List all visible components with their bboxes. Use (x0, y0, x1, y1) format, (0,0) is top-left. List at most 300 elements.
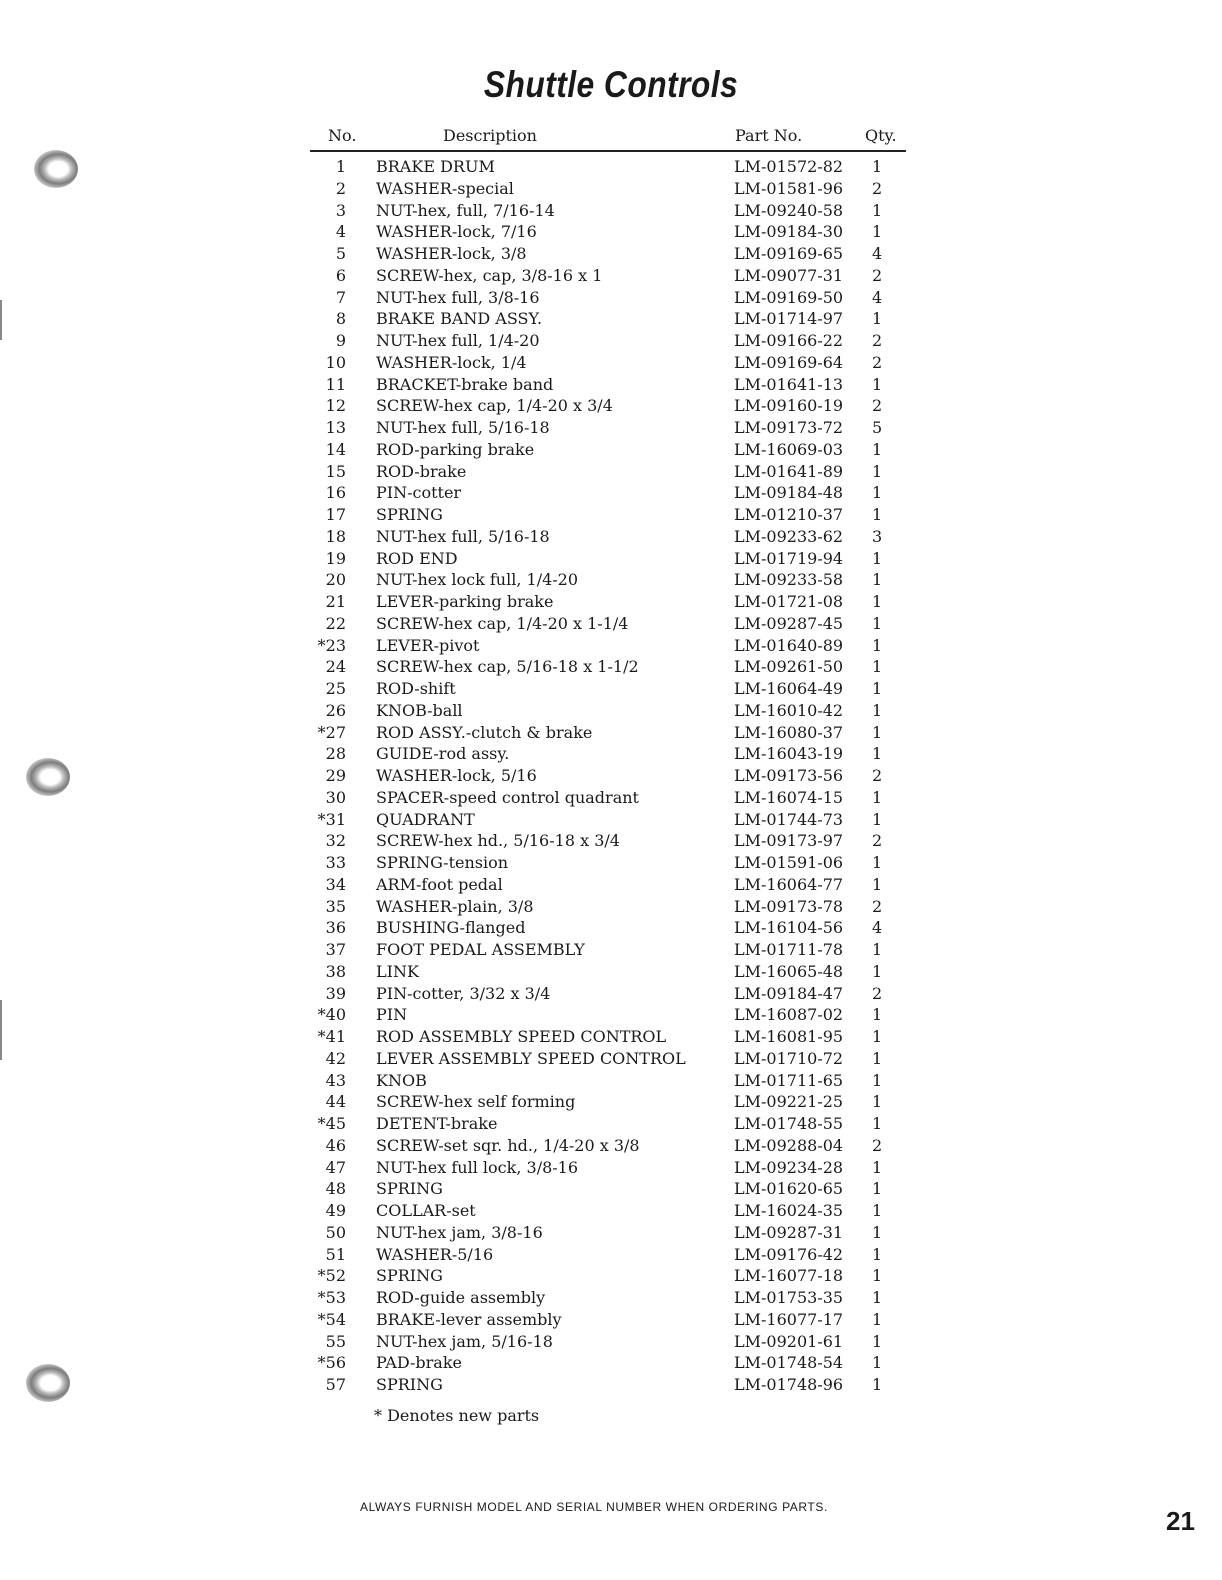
table-row (310, 1135, 906, 1157)
part-number: LM-09287-45 (734, 613, 844, 633)
table-row (310, 526, 906, 548)
part-quantity: 1 (872, 853, 883, 872)
part-number: LM-09176-42 (734, 1244, 844, 1264)
table-row (310, 591, 906, 613)
part-number-index: *40 (317, 1005, 346, 1025)
part-number: LM-01591-06 (734, 853, 844, 872)
part-number-index: 6 (335, 265, 346, 285)
part-description: BUSHING-flanged (376, 918, 526, 938)
part-number: LM-16077-17 (734, 1309, 844, 1329)
part-number-index: 29 (325, 766, 346, 785)
part-quantity: 2 (872, 396, 883, 416)
part-number: LM-01210-37 (734, 505, 844, 524)
part-number-index: 38 (325, 961, 346, 981)
part-number: LM-09233-58 (734, 570, 844, 590)
part-number: LM-09173-78 (734, 896, 844, 916)
part-description: SPRING (376, 505, 443, 524)
part-number: LM-09288-04 (734, 1135, 844, 1155)
part-description: SPRING-tension (376, 853, 509, 872)
page-title: Shuttle Controls (483, 64, 739, 105)
part-number-index: 48 (325, 1179, 346, 1199)
binder-hole-top (34, 150, 78, 188)
part-number: LM-09169-64 (734, 352, 844, 372)
table-row (310, 1309, 906, 1331)
part-number: LM-01581-96 (734, 178, 844, 198)
part-number: LM-16043-19 (734, 744, 844, 764)
part-number: LM-09184-47 (734, 983, 844, 1003)
part-description: ROD-parking brake (376, 439, 535, 459)
part-number-index: *27 (317, 722, 346, 742)
part-description: SCREW-hex cap, 5/16-18 x 1-1/2 (376, 657, 639, 677)
part-quantity: 1 (872, 613, 883, 633)
part-number: LM-09169-50 (734, 287, 844, 307)
part-quantity: 1 (872, 1375, 883, 1394)
part-number: LM-01744-73 (734, 809, 844, 829)
table-row (310, 1178, 906, 1200)
part-number-index: 43 (325, 1070, 346, 1090)
table-row (310, 983, 906, 1005)
part-number: LM-01719-94 (734, 548, 844, 568)
part-quantity: 1 (872, 592, 883, 611)
part-quantity: 1 (872, 1222, 883, 1242)
part-quantity: 1 (872, 548, 883, 568)
table-row (310, 613, 906, 635)
part-description: SCREW-hex cap, 1/4-20 x 3/4 (376, 396, 613, 416)
table-row (310, 417, 906, 439)
part-number-index: *53 (317, 1288, 346, 1307)
table-row (310, 1374, 906, 1396)
part-description: NUT-hex lock full, 1/4-20 (376, 570, 579, 590)
table-row (310, 221, 906, 243)
binder-hole-bottom (26, 1364, 70, 1402)
part-description: PIN (376, 1005, 408, 1025)
part-number-index: *45 (317, 1114, 346, 1133)
part-number-index: 17 (325, 505, 346, 524)
table-row (310, 1070, 906, 1092)
part-quantity: 1 (872, 940, 883, 959)
part-quantity: 2 (872, 178, 883, 198)
page-number: 21 (1166, 1506, 1195, 1536)
part-number-index: 51 (325, 1244, 346, 1264)
part-description: NUT-hex full, 1/4-20 (376, 331, 540, 350)
part-number: LM-09173-97 (734, 831, 844, 851)
part-number: LM-09169-65 (734, 244, 844, 263)
part-description: SCREW-hex hd., 5/16-18 x 3/4 (376, 831, 620, 851)
table-row (310, 504, 906, 526)
part-quantity: 1 (872, 1070, 883, 1090)
part-quantity: 2 (872, 265, 883, 285)
table-row (310, 156, 906, 178)
part-number: LM-01748-54 (734, 1353, 844, 1373)
part-number-index: 30 (325, 787, 346, 807)
part-number: LM-16064-77 (734, 874, 844, 894)
part-quantity: 1 (872, 744, 883, 764)
table-row (310, 787, 906, 809)
part-number-index: 8 (335, 309, 346, 329)
col-header-description: Description (443, 126, 537, 145)
part-number-index: 20 (325, 570, 346, 590)
part-number: LM-09221-25 (734, 1092, 844, 1112)
table-row (310, 243, 906, 265)
part-quantity: 1 (872, 1244, 883, 1264)
table-row (310, 1200, 906, 1222)
part-number: LM-09173-72 (734, 418, 844, 437)
table-row (310, 939, 906, 961)
part-quantity: 1 (872, 679, 883, 698)
part-description: COLLAR-set (376, 1201, 476, 1220)
part-number-index: 9 (335, 331, 346, 350)
table-row (310, 1004, 906, 1026)
table-row (310, 961, 906, 983)
part-number: LM-16074-15 (734, 787, 844, 807)
part-number: LM-09233-62 (734, 526, 844, 546)
part-description: NUT-hex full, 5/16-18 (376, 418, 550, 437)
part-description: SPACER-speed control quadrant (376, 787, 639, 807)
part-number: LM-09287-31 (734, 1222, 844, 1242)
part-description: LEVER ASSEMBLY SPEED CONTROL (376, 1048, 686, 1068)
part-quantity: 4 (872, 918, 883, 938)
part-description: ROD-shift (376, 679, 456, 698)
part-number: LM-01721-08 (734, 592, 844, 611)
part-description: SCREW-set sqr. hd., 1/4-20 x 3/8 (376, 1135, 640, 1155)
part-number: LM-16087-02 (734, 1005, 844, 1025)
part-description: LINK (376, 961, 419, 981)
part-quantity: 1 (872, 439, 883, 459)
part-description: DETENT-brake (376, 1114, 498, 1133)
part-number-index: 46 (325, 1135, 346, 1155)
part-number: LM-01753-35 (734, 1288, 844, 1307)
part-quantity: 5 (872, 418, 883, 437)
part-number-index: 11 (325, 374, 346, 394)
part-quantity: 1 (872, 1005, 883, 1025)
part-number-index: 25 (325, 679, 346, 698)
part-quantity: 1 (872, 874, 883, 894)
part-number-index: 22 (325, 613, 346, 633)
table-row (310, 265, 906, 287)
scan-edge-mark (0, 300, 2, 340)
part-quantity: 1 (872, 1353, 883, 1373)
col-header-part-no: Part No. (735, 126, 803, 145)
table-row (310, 917, 906, 939)
col-header-qty: Qty. (865, 126, 897, 145)
part-number-index: 14 (325, 439, 346, 459)
part-number: LM-01711-65 (734, 1070, 844, 1090)
part-number-index: 34 (325, 874, 346, 894)
part-number: LM-09184-48 (734, 483, 844, 503)
part-number: LM-01748-55 (734, 1114, 844, 1133)
part-quantity: 1 (872, 200, 883, 220)
part-quantity: 1 (872, 570, 883, 590)
table-row (310, 352, 906, 374)
table-row (310, 700, 906, 722)
table-row (310, 374, 906, 396)
part-number-index: 47 (325, 1157, 346, 1177)
part-number-index: 12 (325, 396, 346, 416)
part-description: NUT-hex jam, 3/8-16 (376, 1222, 543, 1242)
part-description: SPRING (376, 1375, 443, 1394)
part-description: PAD-brake (376, 1353, 462, 1373)
part-number: LM-01641-89 (734, 461, 844, 481)
part-number: LM-01710-72 (734, 1048, 844, 1068)
part-quantity: 1 (872, 1157, 883, 1177)
part-number: LM-16064-49 (734, 679, 844, 698)
part-number-index: *41 (317, 1027, 346, 1046)
part-number-index: 35 (325, 896, 346, 916)
part-number: LM-16081-95 (734, 1027, 844, 1046)
part-number: LM-09184-30 (734, 222, 844, 242)
part-number-index: 37 (325, 940, 346, 959)
table-row (310, 461, 906, 483)
part-quantity: 1 (872, 1288, 883, 1307)
part-description: KNOB (376, 1070, 427, 1090)
table-row (310, 743, 906, 765)
part-number-index: 18 (325, 526, 346, 546)
part-number-index: 39 (325, 983, 346, 1003)
part-description: NUT-hex full, 5/16-18 (376, 526, 550, 546)
scan-edge-mark (0, 1000, 2, 1060)
parts-table (310, 156, 906, 1396)
part-number: LM-01641-13 (734, 374, 844, 394)
part-number-index: 7 (335, 287, 346, 307)
table-row (310, 656, 906, 678)
part-number-index: 24 (325, 657, 346, 677)
table-row (310, 1157, 906, 1179)
part-quantity: 1 (872, 1048, 883, 1068)
part-description: ROD ASSEMBLY SPEED CONTROL (376, 1027, 667, 1046)
part-number: LM-16080-37 (734, 722, 844, 742)
part-description: NUT-hex, full, 7/16-14 (376, 200, 555, 220)
part-description: SPRING (376, 1179, 443, 1199)
table-row (310, 1222, 906, 1244)
part-quantity: 1 (872, 722, 883, 742)
part-number-index: 1 (335, 157, 346, 176)
part-quantity: 2 (872, 983, 883, 1003)
part-quantity: 4 (872, 287, 883, 307)
table-row (310, 678, 906, 700)
part-number: LM-09160-19 (734, 396, 844, 416)
table-row (310, 178, 906, 200)
table-row (310, 852, 906, 874)
part-number-index: 16 (325, 483, 346, 503)
table-row (310, 1265, 906, 1287)
table-row (310, 548, 906, 570)
part-number-index: 44 (325, 1092, 346, 1112)
part-number-index: *52 (317, 1266, 346, 1286)
part-quantity: 2 (872, 831, 883, 851)
part-description: KNOB-ball (376, 700, 463, 720)
table-row (310, 308, 906, 330)
part-quantity: 1 (872, 961, 883, 981)
part-quantity: 1 (872, 1027, 883, 1046)
table-row (310, 1352, 906, 1374)
part-quantity: 1 (872, 1201, 883, 1220)
part-number: LM-16069-03 (734, 439, 844, 459)
part-description: LEVER-pivot (376, 635, 480, 655)
part-number-index: 2 (335, 178, 346, 198)
part-quantity: 1 (872, 505, 883, 524)
col-header-no: No. (328, 126, 357, 145)
part-quantity: 1 (872, 1331, 883, 1351)
part-description: PIN-cotter (376, 483, 462, 503)
part-quantity: 1 (872, 309, 883, 329)
part-number: LM-01711-78 (734, 940, 844, 959)
part-number: LM-01620-65 (734, 1179, 844, 1199)
part-description: WASHER-lock, 5/16 (376, 766, 537, 785)
part-quantity: 2 (872, 1135, 883, 1155)
table-row (310, 1287, 906, 1309)
part-description: BRAKE-lever assembly (376, 1309, 562, 1329)
ordering-notice: ALWAYS FURNISH MODEL AND SERIAL NUMBER WHEN ORDERING PARTS. (360, 1500, 828, 1514)
part-number-index: 4 (335, 222, 346, 242)
part-description: WASHER-lock, 1/4 (376, 352, 527, 372)
part-quantity: 1 (872, 657, 883, 677)
table-row (310, 569, 906, 591)
table-row (310, 896, 906, 918)
part-description: SPRING (376, 1266, 443, 1286)
part-number-index: *56 (317, 1353, 346, 1373)
part-quantity: 1 (872, 1092, 883, 1112)
part-description: ROD ASSY.-clutch & brake (376, 722, 593, 742)
part-number-index: 15 (325, 461, 346, 481)
part-number-index: 36 (325, 918, 346, 938)
part-description: SCREW-hex self forming (376, 1092, 576, 1112)
part-number: LM-09173-56 (734, 766, 844, 785)
part-description: PIN-cotter, 3/32 x 3/4 (376, 983, 551, 1003)
part-quantity: 2 (872, 896, 883, 916)
table-row (310, 200, 906, 222)
footnote: * Denotes new parts (374, 1406, 540, 1425)
part-description: SCREW-hex cap, 1/4-20 x 1-1/4 (376, 613, 629, 633)
binder-hole-middle (26, 758, 70, 796)
part-quantity: 1 (872, 1266, 883, 1286)
part-number-index: 5 (335, 244, 346, 263)
part-number-index: 3 (335, 200, 346, 220)
part-number: LM-16104-56 (734, 918, 844, 938)
part-number-index: *54 (317, 1309, 346, 1329)
part-quantity: 1 (872, 787, 883, 807)
part-number-index: 21 (325, 592, 346, 611)
part-number: LM-09077-31 (734, 265, 844, 285)
table-row (310, 1244, 906, 1266)
part-quantity: 1 (872, 157, 883, 176)
part-number: LM-01572-82 (734, 157, 844, 176)
part-description: ARM-foot pedal (376, 874, 503, 894)
table-header (310, 124, 906, 152)
table-row (310, 287, 906, 309)
part-description: SCREW-hex, cap, 3/8-16 x 1 (376, 265, 603, 285)
table-row (310, 395, 906, 417)
part-quantity: 1 (872, 635, 883, 655)
table-row (310, 1048, 906, 1070)
part-description: WASHER-special (376, 178, 514, 198)
part-description: GUIDE-rod assy. (376, 744, 510, 764)
part-number: LM-01748-96 (734, 1375, 844, 1394)
part-description: ROD END (376, 548, 458, 568)
part-quantity: 1 (872, 222, 883, 242)
table-row (310, 809, 906, 831)
part-quantity: 1 (872, 809, 883, 829)
part-number-index: 19 (325, 548, 346, 568)
part-number-index: 50 (325, 1222, 346, 1242)
part-quantity: 2 (872, 352, 883, 372)
table-row (310, 1113, 906, 1135)
part-quantity: 1 (872, 483, 883, 503)
table-row (310, 765, 906, 787)
part-number: LM-16024-35 (734, 1201, 844, 1220)
part-number: LM-16010-42 (734, 700, 844, 720)
part-number-index: 10 (325, 352, 346, 372)
table-row (310, 330, 906, 352)
part-number: LM-09234-28 (734, 1157, 844, 1177)
part-number: LM-01714-97 (734, 309, 844, 329)
part-description: NUT-hex jam, 5/16-18 (376, 1331, 553, 1351)
table-row (310, 1091, 906, 1113)
part-description: BRAKE BAND ASSY. (376, 309, 543, 329)
part-description: ROD-brake (376, 461, 467, 481)
part-number-index: *31 (317, 809, 346, 829)
part-quantity: 4 (872, 244, 883, 263)
part-number: LM-01640-89 (734, 635, 844, 655)
part-number-index: 13 (325, 418, 346, 437)
part-number: LM-09261-50 (734, 657, 844, 677)
table-row (310, 830, 906, 852)
part-quantity: 1 (872, 1114, 883, 1133)
part-number-index: *23 (317, 635, 346, 655)
table-row (310, 482, 906, 504)
part-quantity: 3 (872, 526, 883, 546)
part-description: WASHER-plain, 3/8 (376, 896, 534, 916)
part-description: ROD-guide assembly (376, 1288, 546, 1307)
part-description: WASHER-lock, 7/16 (376, 222, 537, 242)
part-quantity: 1 (872, 700, 883, 720)
table-row (310, 722, 906, 744)
part-quantity: 1 (872, 374, 883, 394)
part-description: QUADRANT (376, 809, 475, 829)
part-description: BRACKET-brake band (376, 374, 554, 394)
part-number: LM-09201-61 (734, 1331, 844, 1351)
table-row (310, 439, 906, 461)
part-quantity: 2 (872, 331, 883, 350)
table-row (310, 1331, 906, 1353)
part-description: FOOT PEDAL ASSEMBLY (376, 940, 585, 959)
part-description: LEVER-parking brake (376, 592, 554, 611)
part-number: LM-16065-48 (734, 961, 844, 981)
part-number-index: 28 (325, 744, 346, 764)
part-description: NUT-hex full, 3/8-16 (376, 287, 540, 307)
part-description: WASHER-lock, 3/8 (376, 244, 527, 263)
part-quantity: 2 (872, 766, 883, 785)
part-number: LM-16077-18 (734, 1266, 844, 1286)
part-number: LM-09166-22 (734, 331, 844, 350)
part-number-index: 55 (325, 1331, 346, 1351)
part-number-index: 49 (325, 1201, 346, 1220)
part-number-index: 32 (325, 831, 346, 851)
part-quantity: 1 (872, 461, 883, 481)
part-quantity: 1 (872, 1309, 883, 1329)
part-number-index: 42 (325, 1048, 346, 1068)
part-description: NUT-hex full lock, 3/8-16 (376, 1157, 579, 1177)
part-description: BRAKE DRUM (376, 157, 495, 176)
part-number-index: 33 (325, 853, 346, 872)
part-number: LM-09240-58 (734, 200, 844, 220)
part-number-index: 57 (325, 1375, 346, 1394)
table-row (310, 1026, 906, 1048)
table-row (310, 874, 906, 896)
table-row (310, 635, 906, 657)
part-number-index: 26 (325, 700, 346, 720)
part-quantity: 1 (872, 1179, 883, 1199)
part-description: WASHER-5/16 (376, 1244, 494, 1264)
